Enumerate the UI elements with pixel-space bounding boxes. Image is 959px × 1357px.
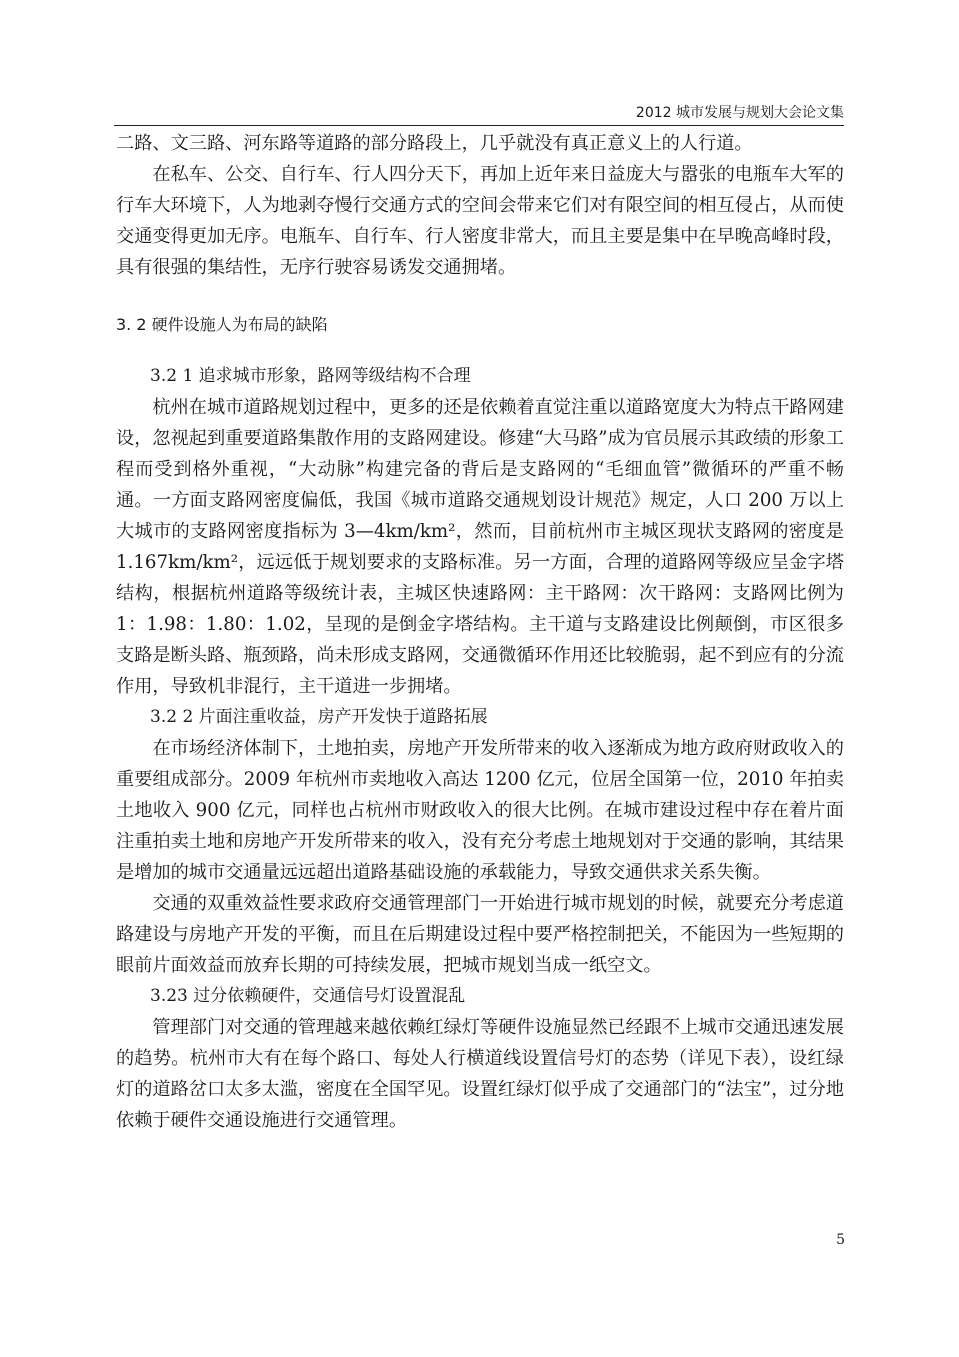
- paragraph-dual-benefit: 交通的双重效益性要求政府交通管理部门一开始进行城市规划的时候，就要充分考虑道路建设与房地产开发的平衡，而且在后期建设过程中要严格控制把关，不能因为一些短期的眼前片面效益而放弃长期的可持续发展，把城市规划当成一纸空文。: [116, 893, 844, 976]
- paragraph-continued: 二路、文三路、河东路等道路的部分路段上，几乎就没有真正意义上的人行道。: [116, 133, 753, 154]
- paragraph-road-network: 杭州在城市道路规划过程中，更多的还是依赖着直觉注重以道路宽度大为特点干路网建设，忽视起到重要道路集散作用的支路网建设。修建“大马路”成为官员展示其政绩的形象工程而受到格外重视，“大动脉”构建完备的背后是支路网的“毛细血管”微循环的严重不畅通。一方面支路网密度偏低，我国《城市道路交通规划设计规范》规定，人口 200 万以上大城市的支路网密度指标为 3—4km/km²，然而，目前杭州市主城区现状支路网的密度是 1.167km/km²，远远低于规划要求的支路标准。另一方面，合理的道路网等级应呈金字塔结构，根据杭州道路等级统计表，主城区快速路网：主干路网：次干路网：支路网比例为 1：1.98：1.80：1.02，呈现的是倒金字塔结构。主干道与支路建设比例颠倒，市区很多支路是断头路、瓶颈路，尚未形成支路网，交通微循环作用还比较脆弱，起不到应有的分流作用，导致机非混行，主干道进一步拥堵。: [116, 397, 844, 697]
- subsection-heading-3-2-1: 3.2 1 追求城市形象，路网等级结构不合理: [150, 366, 471, 386]
- subsection-heading-3-2-3: 3.23 过分依赖硬件，交通信号灯设置混乱: [150, 986, 466, 1006]
- page-number: 5: [836, 1232, 845, 1248]
- page-body: [116, 128, 844, 1136]
- subsection-heading-3-2-2: 3.2 2 片面注重收益，房产开发快于道路拓展: [150, 707, 488, 727]
- paragraph-traffic-signals: 管理部门对交通的管理越来越依赖红绿灯等硬件设施显然已经跟不上城市交通迅速发展的趋势。杭州市大有在每个路口、每处人行横道线设置信号灯的态势（详见下表），设红绿灯的道路岔口太多太滥，密度在全国罕见。设置红绿灯似乎成了交通部门的“法宝”，过分地依赖于硬件交通设施进行交通管理。: [116, 1017, 844, 1131]
- section-heading-3-2: 3. 2 硬件设施人为布局的缺陷: [116, 315, 328, 334]
- running-header: 2012 城市发展与规划大会论文集: [635, 105, 844, 121]
- paragraph-land-revenue: 在市场经济体制下，土地拍卖，房地产开发所带来的收入逐渐成为地方政府财政收入的重要组成部分。2009 年杭州市卖地收入高达 1200 亿元，位居全国第一位，2010 年拍卖土地收入 900 亿元，同样也占杭州市财政收入的很大比例。在城市建设过程中存在着片面注重拍卖土地和房地产开发所带来的收入，没有充分考虑土地规划对于交通的影响，其结果是增加的城市交通量远远超出道路基础设施的承载能力，导致交通供求关系失衡。: [116, 738, 844, 883]
- paragraph-traffic-environment: 在私车、公交、自行车、行人四分天下，再加上近年来日益庞大与嚣张的电瓶车大军的行车大环境下，人为地剥夺慢行交通方式的空间会带来它们对有限空间的相互侵占，从而使交通变得更加无序。电瓶车、自行车、行人密度非常大，而且主要是集中在早晚高峰时段，具有很强的集结性，无序行驶容易诱发交通拥堵。: [116, 164, 844, 278]
- header-divider: [114, 125, 844, 126]
